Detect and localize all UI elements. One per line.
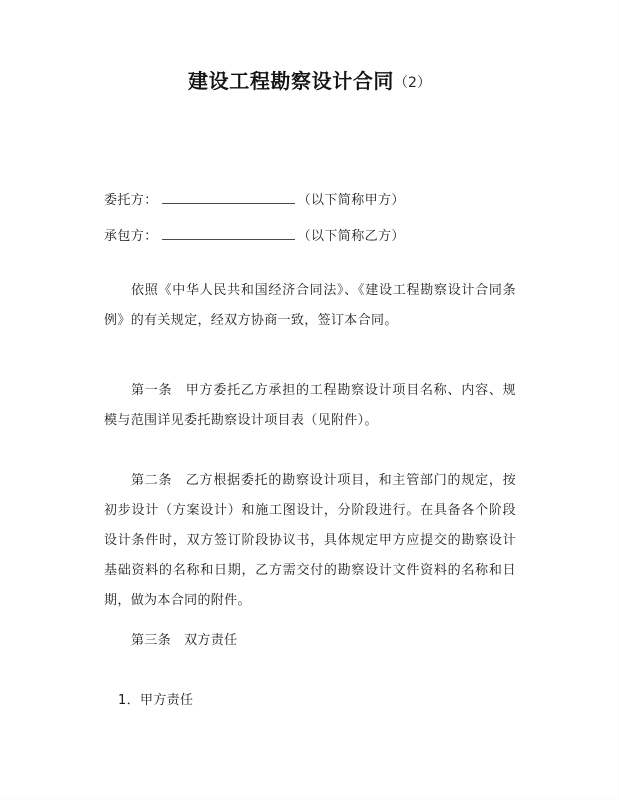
page-title [0,66,619,98]
paragraph-clause-3 [104,626,516,656]
paragraph-clause-1 [104,376,516,436]
clause-1-text: 甲方委托乙方承担的工程勘察设计项目名称、内容、规模与范围详见委托勘察设计项目表（见附件）。 [104,383,516,428]
page-title-suffix: （2） [394,75,431,91]
paragraph-item-1: 1．甲方责任 [118,693,194,708]
party-fields [104,186,516,252]
party-row-contractor [104,222,516,252]
page-title-main: 建设工程勘察设计合同 [188,69,395,93]
party-row-client [104,186,516,216]
party-suffix-client: （以下简称甲方） [297,193,405,208]
clause-2-text: 乙方根据委托的勘察设计项目，和主管部门的规定，按初步设计（方案设计）和施工图设计，分阶段进行。在具备各个阶段设计条件时，双方签订阶段协议书，具体规定甲方应提交的勘察设计基础资料的名称和日期，乙方需交付的勘察设计文件资料的名称和日期，做为本合同的附件。 [104,473,516,608]
party-label-contractor: 承包方： [104,229,158,244]
paragraph-clause-2 [104,466,516,616]
paragraph-preamble: 依照《中华人民共和国经济合同法》、《建设工程勘察设计合同条例》的有关规定，经双方协商一致，签订本合同。 [104,283,516,328]
clause-3-label: 第三条 [131,633,172,648]
clause-3-text: 双方责任 [184,633,238,648]
clause-2-label: 第二条 [131,473,173,488]
clause-1-label: 第一条 [131,383,173,398]
party-label-client: 委托方： [104,193,158,208]
party-input-contractor[interactable] [162,222,295,240]
party-input-client[interactable] [162,186,295,204]
party-suffix-contractor: （以下简称乙方） [297,229,405,244]
